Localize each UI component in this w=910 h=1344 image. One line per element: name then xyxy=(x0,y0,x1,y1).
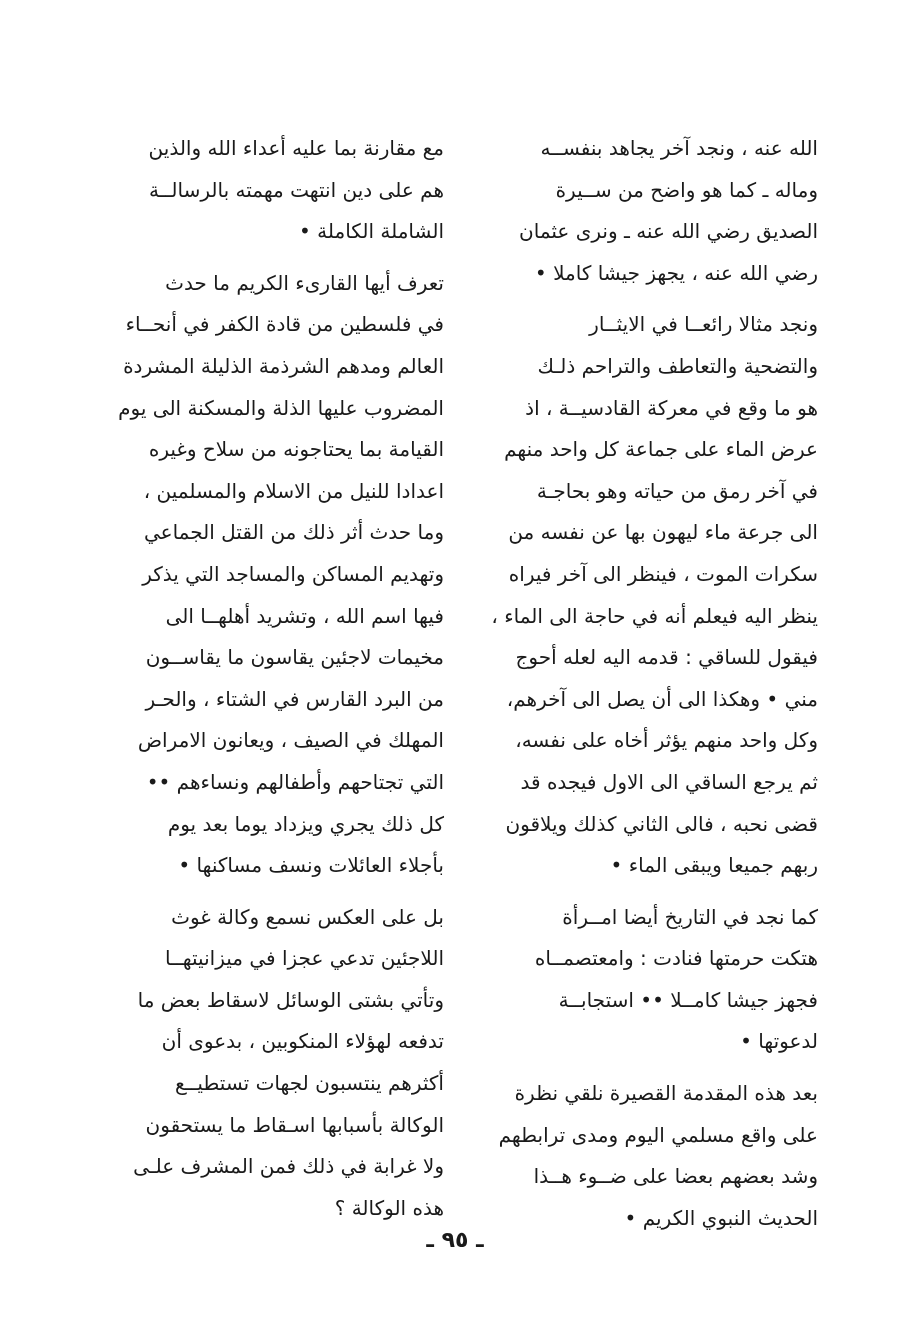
paragraph: تعرف أيها القارىء الكريم ما حدث في فلسطين من قادة الكفر في أنحــاء العالم ومدهم الشرذمة الذليلة المشردة المضروب عليها الذلة والمسكنة الى يوم القيامة بما يحتاجونه من سلاح وغيره اعدادا للنيل من الاسلام والمسلمين ، وما حدث أثر ذلك من القتل الجماعي وتهديم المساكن والمساجد التي يذكر فيها اسم الله ، وتشريد أهلهــا الى مخيمات لاجئين يقاسون ما يقاســون من البرد القارس في الشتاء ، والحـر المهلك في الصيف ، ويعانون الامراض التي تجتاحهم وأطفالهم ونساءهم •• كل ذلك يجري ويزداد يوما بعد يوم بأجلاء العائلات ونسف مساكنها • xyxy=(118,270,444,878)
paragraph: بعد هذه المقدمة القصيرة نلقي نظرة على واقع مسلمي اليوم ومدى ترابطهم وشد بعضهم بعضا على ضــوء هــذا الحديث النبوي الكريم • xyxy=(498,1081,818,1230)
right-text-column xyxy=(488,128,818,1239)
paragraph: الله عنه ، ونجد آخر يجاهد بنفســه وماله ـ كما هو واضح من ســيرة الصديق رضي الله عنه ـ ونرى عثمان رضي الله عنه ، يجهز جيشا كاملا • xyxy=(519,136,818,285)
paragraph: بل على العكس نسمع وكالة غوث اللاجئين تدعي عجزا في ميزانيتهــا وتأتي بشتى الوسائل لاسقاط بعض ما تدفعه لهؤلاء المنكوبين ، بدعوى أن أكثرهم ينتسبون لجهات تستطيــع الوكالة بأسبابها اسـقاط ما يستحقون ولا غرابة في ذلك فمن المشرف علـى هذه الوكالة ؟ xyxy=(133,904,444,1220)
paragraph: كما نجد في التاريخ أيضا امــرأة هتكت حرمتها فنادت : وامعتصمــاه فجهز جيشا كامــلا •• استجابــة لدعوتها • xyxy=(534,904,818,1054)
page-number: ـ ٩٥ ـ xyxy=(426,1228,484,1253)
left-text-column xyxy=(114,128,444,1229)
paragraph: مع مقارنة بما عليه أعداء الله والذين هم على دين انتهت مهمته بالرسالــة الشاملة الكاملة • xyxy=(148,136,444,244)
paragraph: ونجد مثالا رائعــا في الايثــار والتضحية والتعاطف والتراحم ذلـك هو ما وقع في معركة القادسيــة ، اذ عرض الماء على جماعة كل واحد منهم في آخر رمق من حياته وهو بحاجـة الى جرعة ماء ليهون بها عن نفسه من سكرات الموت ، فينظر الى آخر فيراه ينظر اليه فيعلم أنه في حاجة الى الماء ، فيقول للساقي : قدمه اليه لعله أحوج مني • وهكذا الى أن يصل الى آخرهم، وكل واحد منهم يؤثر أخاه على نفسه، ثم يرجع الساقي الى الاول فيجده قد قضى نحبه ، فالى الثاني كذلك ويلاقون ربهم جميعا ويبقى الماء • xyxy=(491,312,818,878)
